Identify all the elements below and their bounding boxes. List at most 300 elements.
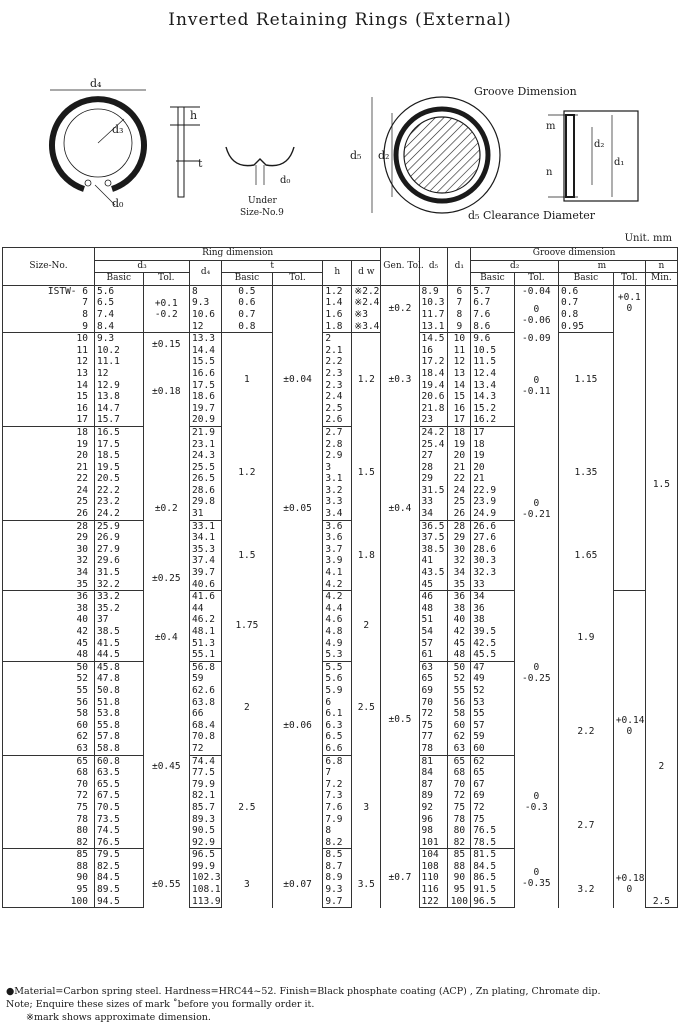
size-cell: 56 [3, 697, 95, 709]
value-cell: 22 [448, 473, 471, 485]
size-cell: 13 [3, 368, 95, 380]
value-cell: 34 [471, 591, 514, 603]
value-cell: 108.1 [190, 884, 222, 896]
value-cell: 6 [323, 697, 352, 709]
value-cell: 15.7 [94, 414, 143, 426]
d3-tol-cell: ±0.25 [143, 567, 190, 591]
value-cell: 76.5 [94, 837, 143, 849]
n-min-cell: 1.5 [645, 333, 677, 638]
value-cell: 65.5 [94, 779, 143, 791]
value-cell: 1.6 [323, 309, 352, 321]
value-cell: 6.6 [323, 743, 352, 755]
t-basic-cell: 0.6 [222, 297, 273, 309]
value-cell: 42 [448, 626, 471, 638]
size-cell: 90 [3, 872, 95, 884]
size-cell: 35 [3, 579, 95, 591]
value-cell: 90.5 [190, 825, 222, 837]
value-cell: 91.5 [471, 884, 514, 896]
size-cell: 70 [3, 779, 95, 791]
value-cell: 27.6 [471, 532, 514, 544]
d3-tol-cell [143, 591, 190, 615]
d2-tol-cell: 0 -0.06 [514, 297, 558, 332]
t-basic-cell: 1.5 [222, 520, 273, 591]
value-cell: 116 [419, 884, 448, 896]
approx-note: ※mark shows approximate dimension. [26, 1012, 211, 1023]
value-cell: 82 [448, 837, 471, 849]
value-cell: 21 [471, 473, 514, 485]
t-tol-cell: ±0.05 [272, 426, 323, 590]
value-cell: 35.2 [94, 603, 143, 615]
table-body [3, 285, 678, 907]
value-cell: 48 [419, 603, 448, 615]
value-cell: 14.4 [190, 345, 222, 357]
size-cell: 36 [3, 591, 95, 603]
value-cell: 24.2 [419, 426, 448, 438]
dw-cell: ※2.4 [352, 297, 381, 309]
value-cell: 44 [190, 603, 222, 615]
value-cell: 4.9 [323, 638, 352, 650]
value-cell: 18 [471, 439, 514, 451]
value-cell: 5.3 [323, 649, 352, 661]
value-cell: 9.3 [94, 333, 143, 345]
value-cell: 3.1 [323, 473, 352, 485]
size-cell: 24 [3, 485, 95, 497]
value-cell: 84.5 [471, 861, 514, 873]
value-cell: 67.5 [94, 790, 143, 802]
value-cell: 55 [448, 685, 471, 697]
header-d3-tol: Tol. [143, 273, 190, 286]
value-cell: 41.5 [94, 638, 143, 650]
footnotes [6, 985, 600, 1024]
value-cell: 2.2 [323, 356, 352, 368]
value-cell: 10.5 [471, 345, 514, 357]
value-cell: 82.5 [94, 861, 143, 873]
d3-tol-cell [143, 321, 190, 333]
m-basic-cell: 1.35 [559, 426, 614, 520]
value-cell: 87 [419, 779, 448, 791]
value-cell: 34 [419, 508, 448, 520]
d3-tol-cell: ±0.2 [143, 450, 190, 567]
value-cell: 50.8 [94, 685, 143, 697]
value-cell: 21.8 [419, 403, 448, 415]
value-cell: 1.4 [323, 297, 352, 309]
value-cell: 23.9 [471, 496, 514, 508]
value-cell: 48.1 [190, 626, 222, 638]
value-cell: 33.1 [190, 520, 222, 532]
d3-tol-cell [143, 661, 190, 685]
d3-tol-cell [143, 285, 190, 297]
header-h: h [323, 260, 352, 285]
value-cell: 10 [448, 333, 471, 345]
value-cell: 19 [471, 450, 514, 462]
table-row [3, 779, 678, 791]
size-cell: 11 [3, 345, 95, 357]
value-cell: 102.3 [190, 872, 222, 884]
value-cell: 38 [471, 614, 514, 626]
t-tol-cell [272, 285, 323, 332]
value-cell: 55.8 [94, 720, 143, 732]
value-cell: 65 [419, 673, 448, 685]
value-cell: 19.7 [190, 403, 222, 415]
t-basic-cell: 2 [222, 661, 273, 755]
value-cell: 19.4 [419, 380, 448, 392]
value-cell: 96.5 [190, 849, 222, 861]
value-cell: 122 [419, 896, 448, 908]
value-cell: 38.5 [94, 626, 143, 638]
value-cell: 4.8 [323, 626, 352, 638]
value-cell: 26.9 [94, 532, 143, 544]
value-cell: 73.5 [94, 814, 143, 826]
value-cell: 1.2 [323, 285, 352, 297]
value-cell: 23 [419, 414, 448, 426]
groove-end-view [372, 97, 500, 213]
value-cell: 13 [448, 368, 471, 380]
value-cell: 32.3 [471, 567, 514, 579]
size-cell: 38 [3, 603, 95, 615]
value-cell: 5.7 [471, 285, 514, 297]
size-cell: 100 [3, 896, 95, 908]
value-cell: 8.4 [94, 321, 143, 333]
value-cell: 12 [94, 368, 143, 380]
dw-cell: 2.5 [352, 661, 381, 755]
value-cell: 14 [448, 380, 471, 392]
t-basic-cell: 1.75 [222, 591, 273, 662]
t-basic-cell: 1.2 [222, 426, 273, 520]
dw-cell: 3 [352, 755, 381, 861]
m-basic-cell: 2.7 [559, 779, 614, 873]
t-basic-cell: 2.5 [222, 755, 273, 861]
value-cell: 79.9 [190, 779, 222, 791]
d3-tol-cell: ±0.55 [143, 861, 190, 908]
size-cell: 19 [3, 439, 95, 451]
value-cell: 77.5 [190, 767, 222, 779]
value-cell: 72 [448, 790, 471, 802]
value-cell: 7 [448, 297, 471, 309]
size-cell: 58 [3, 708, 95, 720]
value-cell: 70.5 [94, 802, 143, 814]
value-cell: 29.8 [190, 496, 222, 508]
value-cell: 37 [94, 614, 143, 626]
m-basic-cell: 3.2 [559, 872, 614, 907]
value-cell: 26.5 [190, 473, 222, 485]
value-cell: 14.3 [471, 391, 514, 403]
size-cell: ISTW- 6 [3, 285, 95, 297]
size-cell: 21 [3, 462, 95, 474]
value-cell: 18.5 [94, 450, 143, 462]
value-cell: 3.9 [323, 555, 352, 567]
value-cell: 29.6 [94, 555, 143, 567]
size-cell: 14 [3, 380, 95, 392]
value-cell: 2.9 [323, 450, 352, 462]
label-d0: d₀ [112, 197, 124, 210]
header-n-min: Min. [645, 273, 677, 286]
under-note: Under [248, 196, 277, 206]
value-cell: 18.4 [419, 368, 448, 380]
value-cell: 50 [448, 661, 471, 673]
value-cell: 52 [448, 673, 471, 685]
value-cell: 60 [471, 743, 514, 755]
m-basic-cell: 0.95 [559, 321, 614, 333]
value-cell: 19.5 [94, 462, 143, 474]
value-cell: 67 [471, 779, 514, 791]
table-row [3, 333, 678, 345]
value-cell: 44.5 [94, 649, 143, 661]
d3-tol-cell: ±0.45 [143, 685, 190, 849]
size-cell: 25 [3, 496, 95, 508]
value-cell: 24.9 [471, 508, 514, 520]
value-cell: 47.8 [94, 673, 143, 685]
value-cell: 5.6 [323, 673, 352, 685]
value-cell: 58 [448, 708, 471, 720]
size-cell: 16 [3, 403, 95, 415]
header-d4: d₄ [190, 260, 222, 285]
value-cell: 68 [448, 767, 471, 779]
value-cell: 78.5 [471, 837, 514, 849]
value-cell: 8.9 [419, 285, 448, 297]
value-cell: 24 [448, 485, 471, 497]
value-cell: 11.1 [94, 356, 143, 368]
value-cell: 29 [419, 473, 448, 485]
size-cell: 28 [3, 520, 95, 532]
value-cell: 6.1 [323, 708, 352, 720]
d2-tol-cell: 0 -0.3 [514, 755, 558, 849]
t-basic-cell: 0.7 [222, 309, 273, 321]
value-cell: 2.1 [323, 345, 352, 357]
value-cell: 11.5 [471, 356, 514, 368]
value-cell: 15.5 [190, 356, 222, 368]
value-cell: 39.7 [190, 567, 222, 579]
label-d5: d₅ [350, 149, 362, 162]
value-cell: 24.3 [190, 450, 222, 462]
value-cell: 17.2 [419, 356, 448, 368]
gen-tol-cell: ±0.3 [381, 333, 419, 427]
value-cell: 82.1 [190, 790, 222, 802]
value-cell: 51 [419, 614, 448, 626]
gen-tol-cell: ±0.4 [381, 426, 419, 590]
value-cell: 81.5 [471, 849, 514, 861]
dw-cell: ※3 [352, 309, 381, 321]
gen-tol-cell: ±0.2 [381, 285, 419, 332]
value-cell: 36 [471, 603, 514, 615]
dw-cell: 1.2 [352, 333, 381, 427]
gen-tol-cell: ±0.5 [381, 591, 419, 849]
size-cell: 40 [3, 614, 95, 626]
value-cell: 39.5 [471, 626, 514, 638]
d3-tol-cell [143, 849, 190, 861]
value-cell: 56.8 [190, 661, 222, 673]
value-cell: 41 [419, 555, 448, 567]
value-cell: 7.4 [94, 309, 143, 321]
table-row [3, 520, 678, 532]
value-cell: 19 [448, 439, 471, 451]
value-cell: 41.6 [190, 591, 222, 603]
value-cell: 32.2 [94, 579, 143, 591]
header-t-basic: Basic [222, 273, 273, 286]
n-min-cell: 2 [645, 638, 677, 896]
label-t: t [198, 157, 203, 170]
m-basic-cell: 2.2 [559, 685, 614, 779]
value-cell: 40.6 [190, 579, 222, 591]
value-cell: 110 [419, 872, 448, 884]
value-cell: 92 [419, 802, 448, 814]
size-cell: 22 [3, 473, 95, 485]
value-cell: 1.8 [323, 321, 352, 333]
value-cell: 11 [448, 345, 471, 357]
value-cell: 22.9 [471, 485, 514, 497]
value-cell: 10.2 [94, 345, 143, 357]
value-cell: 9 [448, 321, 471, 333]
header-t-tol: Tol. [272, 273, 323, 286]
value-cell: 98 [419, 825, 448, 837]
size-cell: 78 [3, 814, 95, 826]
value-cell: 59 [471, 731, 514, 743]
value-cell: 17 [448, 414, 471, 426]
size-cell: 80 [3, 825, 95, 837]
m-basic-cell: 0.7 [559, 297, 614, 309]
table-row [3, 309, 678, 321]
header-t: t [222, 260, 323, 273]
value-cell: 42.5 [471, 638, 514, 650]
value-cell: 9.6 [471, 333, 514, 345]
value-cell: 2.4 [323, 391, 352, 403]
value-cell: 76.5 [471, 825, 514, 837]
value-cell: 84 [419, 767, 448, 779]
value-cell: 46 [419, 591, 448, 603]
value-cell: 12.9 [94, 380, 143, 392]
dw-cell: ※3.4 [352, 321, 381, 333]
size-cell: 17 [3, 414, 95, 426]
value-cell: 89 [419, 790, 448, 802]
d3-tol-cell: ±0.4 [143, 614, 190, 661]
value-cell: 45 [419, 579, 448, 591]
t-tol-cell: ±0.04 [272, 333, 323, 427]
value-cell: 46.2 [190, 614, 222, 626]
label-h: h [190, 109, 198, 122]
n-min-cell [645, 285, 677, 332]
value-cell: 79.5 [94, 849, 143, 861]
table-row [3, 685, 678, 697]
value-cell: 104 [419, 849, 448, 861]
t-basic-cell: 0.8 [222, 321, 273, 333]
value-cell: 55 [471, 708, 514, 720]
m-basic-cell: 0.8 [559, 309, 614, 321]
value-cell: 63.5 [94, 767, 143, 779]
value-cell: 2 [323, 333, 352, 345]
d2-tol-cell: -0.04 [514, 285, 558, 297]
value-cell: 2.3 [323, 368, 352, 380]
value-cell: 60.8 [94, 755, 143, 767]
dimension-table [2, 247, 678, 908]
value-cell: 10.6 [190, 309, 222, 321]
value-cell: 16.5 [94, 426, 143, 438]
value-cell: 78 [419, 743, 448, 755]
header-ring-dimension: Ring dimension [94, 248, 380, 261]
value-cell: 75 [471, 814, 514, 826]
m-basic-cell: 1.9 [559, 591, 614, 685]
ring-front-view [50, 90, 146, 205]
header-d1: d₁ [448, 248, 471, 286]
value-cell: 10.3 [419, 297, 448, 309]
value-cell: 85.7 [190, 802, 222, 814]
value-cell: 13.8 [94, 391, 143, 403]
size-cell: 32 [3, 555, 95, 567]
value-cell: 18 [448, 426, 471, 438]
value-cell: 7.6 [323, 802, 352, 814]
value-cell: 80 [448, 825, 471, 837]
m-basic-cell: 1.65 [559, 520, 614, 591]
value-cell: 12 [448, 356, 471, 368]
d3-tol-cell [143, 426, 190, 450]
value-cell: 4.4 [323, 603, 352, 615]
value-cell: 25 [448, 496, 471, 508]
value-cell: 13.4 [471, 380, 514, 392]
table-row [3, 426, 678, 438]
value-cell: 24.2 [94, 508, 143, 520]
value-cell: 57.8 [94, 731, 143, 743]
value-cell: 16.2 [471, 414, 514, 426]
value-cell: 8.5 [323, 849, 352, 861]
header-d5: d₅ [419, 248, 448, 286]
value-cell: 23.1 [190, 439, 222, 451]
unit-label: Unit. mm [624, 233, 672, 244]
value-cell: 85 [448, 849, 471, 861]
size-cell: 7 [3, 297, 95, 309]
size-cell: 65 [3, 755, 95, 767]
value-cell: 20.9 [190, 414, 222, 426]
value-cell: 14.7 [94, 403, 143, 415]
value-cell: 12 [190, 321, 222, 333]
value-cell: 7.2 [323, 779, 352, 791]
value-cell: 100 [448, 896, 471, 908]
value-cell: 5.9 [323, 685, 352, 697]
value-cell: 26.6 [471, 520, 514, 532]
label-n: n [546, 167, 553, 178]
value-cell: 99.9 [190, 861, 222, 873]
header-d3: d₃ [94, 260, 189, 273]
header-d2-basic: Basic [471, 273, 514, 286]
size-cell: 20 [3, 450, 95, 462]
d3-tol-cell: +0.1 -0.2 [143, 297, 190, 320]
size-cell: 72 [3, 790, 95, 802]
value-cell: 4.1 [323, 567, 352, 579]
value-cell: 9.7 [323, 896, 352, 908]
value-cell: 63.8 [190, 697, 222, 709]
value-cell: 30.3 [471, 555, 514, 567]
value-cell: 8.6 [471, 321, 514, 333]
size-cell: 63 [3, 743, 95, 755]
value-cell: 68.4 [190, 720, 222, 732]
value-cell: 8 [448, 309, 471, 321]
value-cell: 35 [448, 579, 471, 591]
header-d3-basic: Basic [94, 273, 143, 286]
value-cell: 6.8 [323, 755, 352, 767]
value-cell: 27.9 [94, 544, 143, 556]
size-cell: 75 [3, 802, 95, 814]
d2-tol-cell: 0 -0.25 [514, 591, 558, 755]
size-cell: 34 [3, 567, 95, 579]
value-cell: 89.5 [94, 884, 143, 896]
value-cell: 65 [448, 755, 471, 767]
value-cell: 101 [419, 837, 448, 849]
value-cell: 6.7 [471, 297, 514, 309]
value-cell: 2.7 [323, 426, 352, 438]
value-cell: 20 [471, 462, 514, 474]
value-cell: 74.5 [94, 825, 143, 837]
value-cell: 49 [471, 673, 514, 685]
value-cell: 7.6 [471, 309, 514, 321]
value-cell: 32 [448, 555, 471, 567]
value-cell: 48 [448, 649, 471, 661]
